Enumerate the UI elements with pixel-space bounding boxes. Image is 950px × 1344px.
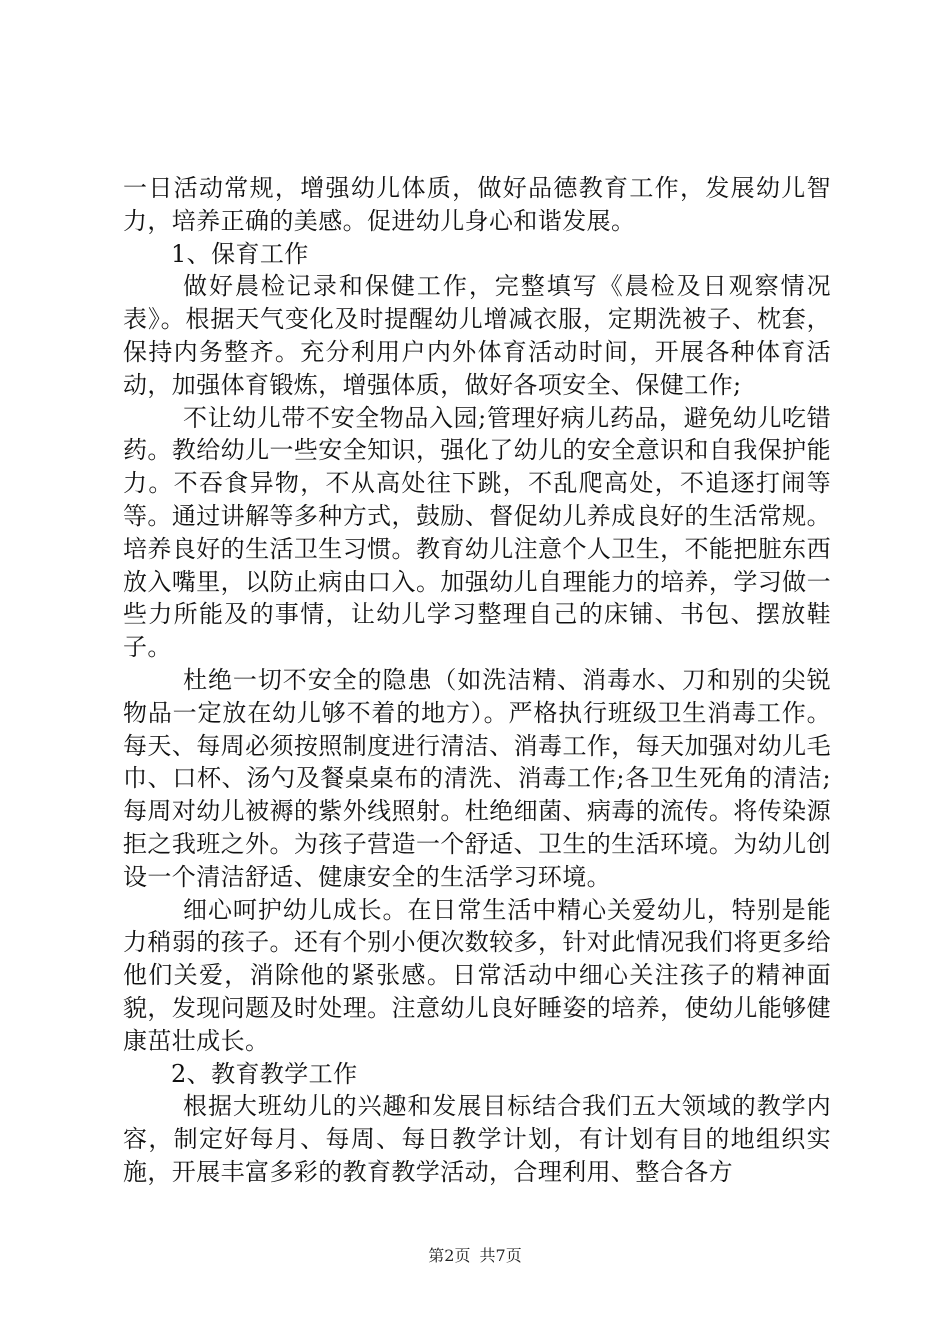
section-heading-care: 1、保育工作 xyxy=(171,239,309,268)
page-number: 第2页 xyxy=(428,1246,471,1265)
paragraph-hygiene: 杜绝一切不安全的隐患（如洗洁精、消毒水、刀和别的尖锐物品一定放在幼儿够不着的地方）。严格执行班级卫生消毒工作。每天、每周必须按照制度进行清洁、消毒工作，每天加强对幼儿毛巾、口杯、汤勺及餐桌桌布的清洗、消毒工作;各卫生死角的清洁;每周对幼儿被褥的紫外线照射。杜绝细菌、病毒的流传。将传染源拒之我班之外。为孩子营造一个舒适、卫生的生活环境。为幼儿创设一个清洁舒适、健康安全的生活学习环境。 xyxy=(123,665,831,891)
page-footer xyxy=(0,1243,950,1266)
section-heading-teaching: 2、教育教学工作 xyxy=(171,1059,358,1088)
paragraph-care-growth: 细心呵护幼儿成长。在日常生活中精心关爱幼儿，特别是能力稍弱的孩子。还有个别小便次数较多，针对此情况我们将更多给他们关爱，消除他的紧张感。日常活动中细心关注孩子的精神面貌，发现问题及时处理。注意幼儿良好睡姿的培养，使幼儿能够健康茁壮成长。 xyxy=(123,895,831,1055)
paragraph-morning-check: 做好晨检记录和保健工作，完整填写《晨检及日观察情况表》。根据天气变化及时提醒幼儿增减衣服，定期洗被子、枕套，保持内务整齐。充分利用户内外体育活动时间，开展各种体育活动，加强体育锻炼，增强体质，做好各项安全、保健工作; xyxy=(123,272,831,399)
page-total: 共7页 xyxy=(479,1246,522,1265)
paragraph-teaching-plan: 根据大班幼儿的兴趣和发展目标结合我们五大领域的教学内容，制定好每月、每周、每日教学计划，有计划有目的地组织实施，开展丰富多彩的教育教学活动，合理利用、整合各方 xyxy=(123,1092,831,1186)
paragraph-safety: 不让幼儿带不安全物品入园;管理好病儿药品，避免幼儿吃错药。教给幼儿一些安全知识，强化了幼儿的安全意识和自我保护能力。不吞食异物，不从高处往下跳，不乱爬高处，不追逐打闹等等。通过讲解等多种方式，鼓励、督促幼儿养成良好的生活常规。培养良好的生活卫生习惯。教育幼儿注意个人卫生，不能把脏东西放入嘴里，以防止病由口入。加强幼儿自理能力的培养，学习做一些力所能及的事情，让幼儿学习整理自己的床铺、书包、摆放鞋子。 xyxy=(123,403,831,662)
document-body xyxy=(123,172,831,1189)
paragraph-intro: 一日活动常规，增强幼儿体质，做好品德教育工作，发展幼儿智力，培养正确的美感。促进幼儿身心和谐发展。 xyxy=(123,174,831,235)
